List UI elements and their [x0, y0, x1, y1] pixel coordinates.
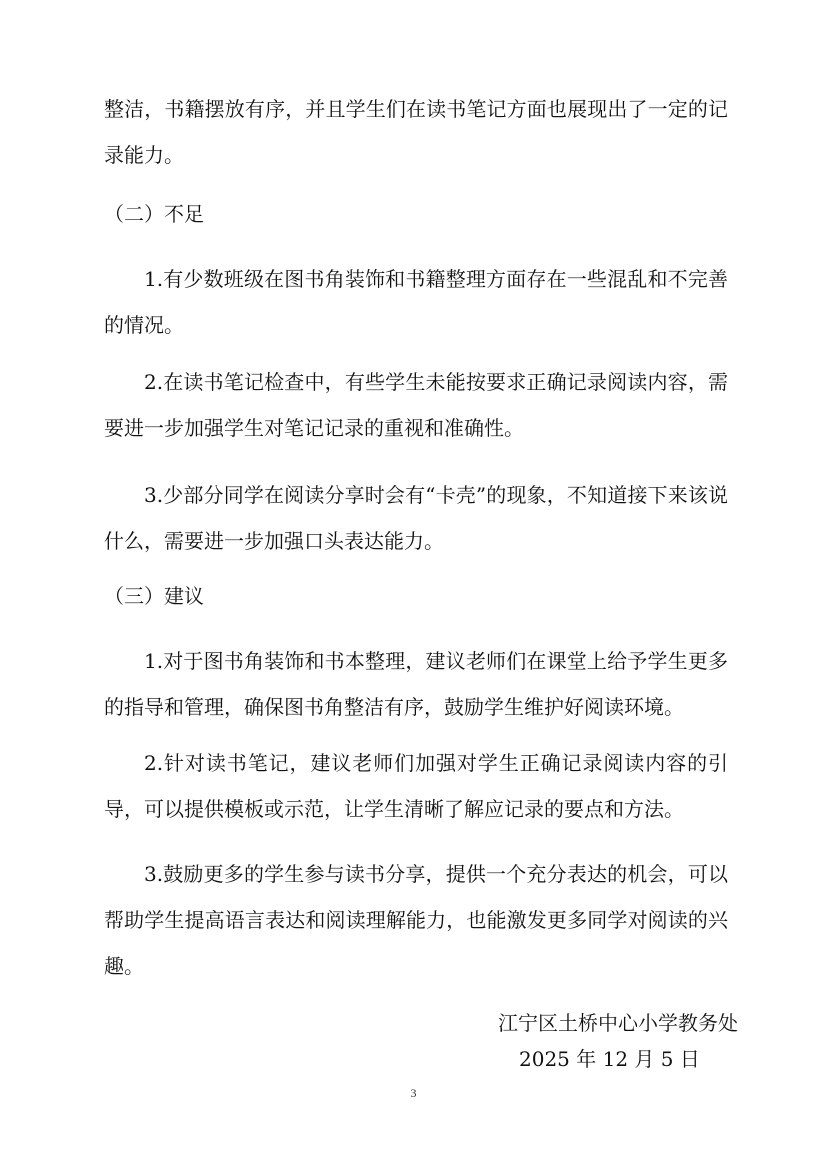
- section-2-item-2: 2.在读书笔记检查中，有些学生未能按要求正确记录阅读内容，需要进一步加强学生对笔记记录的重视和准确性。: [104, 370, 728, 440]
- section-3-item-3: 3.鼓励更多的学生参与读书分享，提供一个充分表达的机会，可以帮助学生提高语言表达和阅读理解能力，也能激发更多同学对阅读的兴趣。: [104, 862, 728, 978]
- section-2-item-3: 3.少部分同学在阅读分享时会有“卡壳”的现象，不知道接下来该说什么，需要进一步加强口头表达能力。: [104, 483, 728, 553]
- page-number: 3: [410, 1086, 417, 1100]
- section-2-item-1: 1.有少数班级在图书角装饰和书籍整理方面存在一些混乱和不完善的情况。: [104, 267, 728, 337]
- section-2-heading: （二）不足: [104, 202, 204, 226]
- signature-organization: 江宁区土桥中心小学教务处: [498, 1011, 738, 1035]
- intro-continuation-paragraph: 整洁，书籍摆放有序，并且学生们在读书笔记方面也展现出了一定的记录能力。: [104, 97, 728, 167]
- signature-date: 2025 年 12 月 5 日: [519, 1047, 700, 1071]
- section-3-heading: （三）建议: [104, 584, 204, 608]
- section-3-item-1: 1.对于图书角装饰和书本整理，建议老师们在课堂上给予学生更多的指导和管理，确保图书角整洁有序，鼓励学生维护好阅读环境。: [104, 649, 728, 719]
- section-3-item-2: 2.针对读书笔记，建议老师们加强对学生正确记录阅读内容的引导，可以提供模板或示范，让学生清晰了解应记录的要点和方法。: [104, 751, 728, 821]
